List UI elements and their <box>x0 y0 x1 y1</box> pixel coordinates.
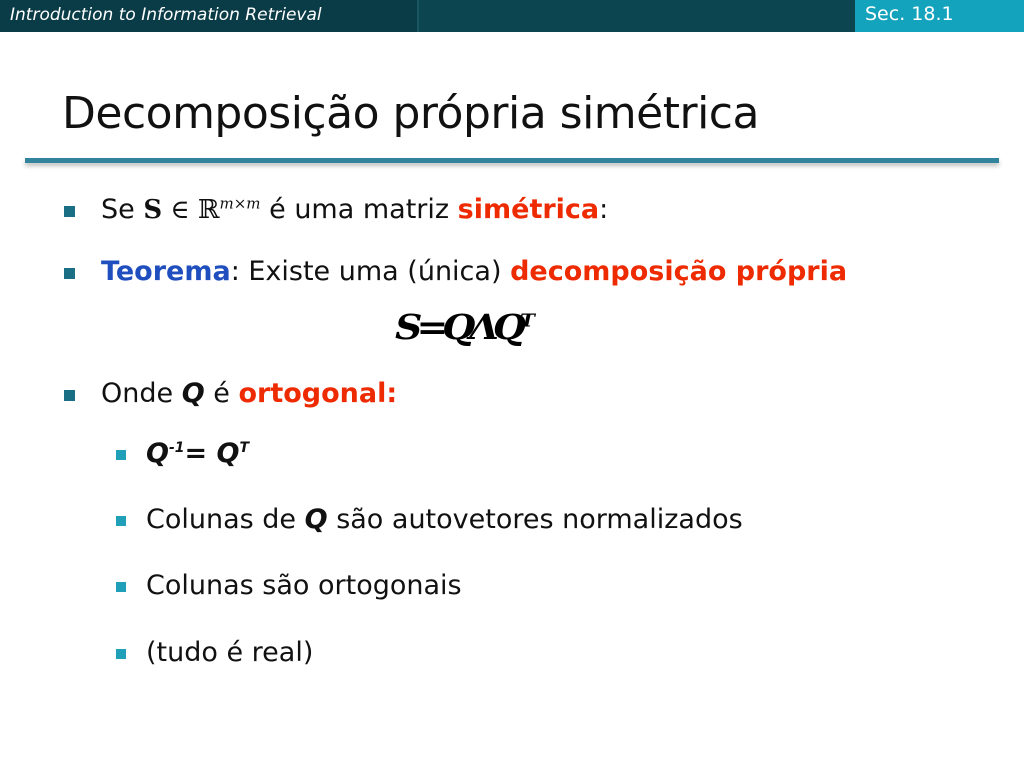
sub-bullet-eigenvectors <box>146 504 743 535</box>
q-symbol: Q <box>146 438 169 469</box>
orthogonal-highlight: ortogonal: <box>238 378 398 409</box>
math-expression <box>143 195 260 225</box>
sub-bullet-real <box>146 637 313 668</box>
slide-title: Decomposição própria simétrica <box>62 88 759 139</box>
bullet-square-icon <box>64 390 75 401</box>
sub-text: (tudo é real) <box>146 637 314 668</box>
bullet-square-icon <box>64 268 75 279</box>
sub-bullet-orthogonal-columns <box>146 570 462 601</box>
course-tab <box>0 0 419 32</box>
equals-q: = Q <box>184 438 240 469</box>
sub-prefix: Colunas de <box>146 504 297 535</box>
sub-bullet-square-icon <box>116 649 126 659</box>
math-dim: m×m <box>219 194 261 213</box>
formula-image <box>395 307 585 352</box>
section-tab <box>855 0 1024 32</box>
bullet-theorem <box>101 256 847 287</box>
math-in: ∈ <box>170 195 190 225</box>
bullet-prefix: Onde <box>101 378 174 409</box>
math-s: S <box>143 195 163 225</box>
q-inverse <box>146 438 249 469</box>
sub-bullet-inverse <box>146 438 249 469</box>
header-bar <box>0 0 1024 32</box>
q-symbol: Q <box>181 378 205 409</box>
sub-bullet-square-icon <box>116 450 126 460</box>
q-symbol: Q <box>304 504 328 535</box>
formula-main: S=QΛQ <box>395 306 520 347</box>
section-label: Sec. 18.1 <box>865 3 954 25</box>
theorem-term: Teorema <box>101 256 231 287</box>
bullet-suffix: é uma matriz <box>269 194 450 225</box>
symmetric-highlight: simétrica <box>457 194 600 225</box>
course-title: Introduction to Information Retrieval <box>10 5 322 25</box>
inverse-exponent: -1 <box>168 440 185 456</box>
bullet-colon: : <box>599 194 609 225</box>
sub-bullet-square-icon <box>116 582 126 592</box>
sub-bullet-square-icon <box>116 516 126 526</box>
transpose-exponent: T <box>239 440 250 456</box>
formula-sup: T <box>519 309 535 332</box>
theorem-text: : Existe uma (única) <box>230 256 502 287</box>
bullet-orthogonal <box>101 378 397 409</box>
sub-suffix: são autovetores normalizados <box>336 504 743 535</box>
bullet-prefix: Se <box>101 194 135 225</box>
bullet-square-icon <box>64 206 75 217</box>
sub-text: Colunas são ortogonais <box>146 570 462 601</box>
eigendecomposition-highlight: decomposição própria <box>510 256 848 287</box>
bullet-mid: é <box>213 378 230 409</box>
title-divider <box>25 158 999 163</box>
math-r: ℝ <box>197 195 220 225</box>
bullet-symmetric <box>101 194 608 225</box>
